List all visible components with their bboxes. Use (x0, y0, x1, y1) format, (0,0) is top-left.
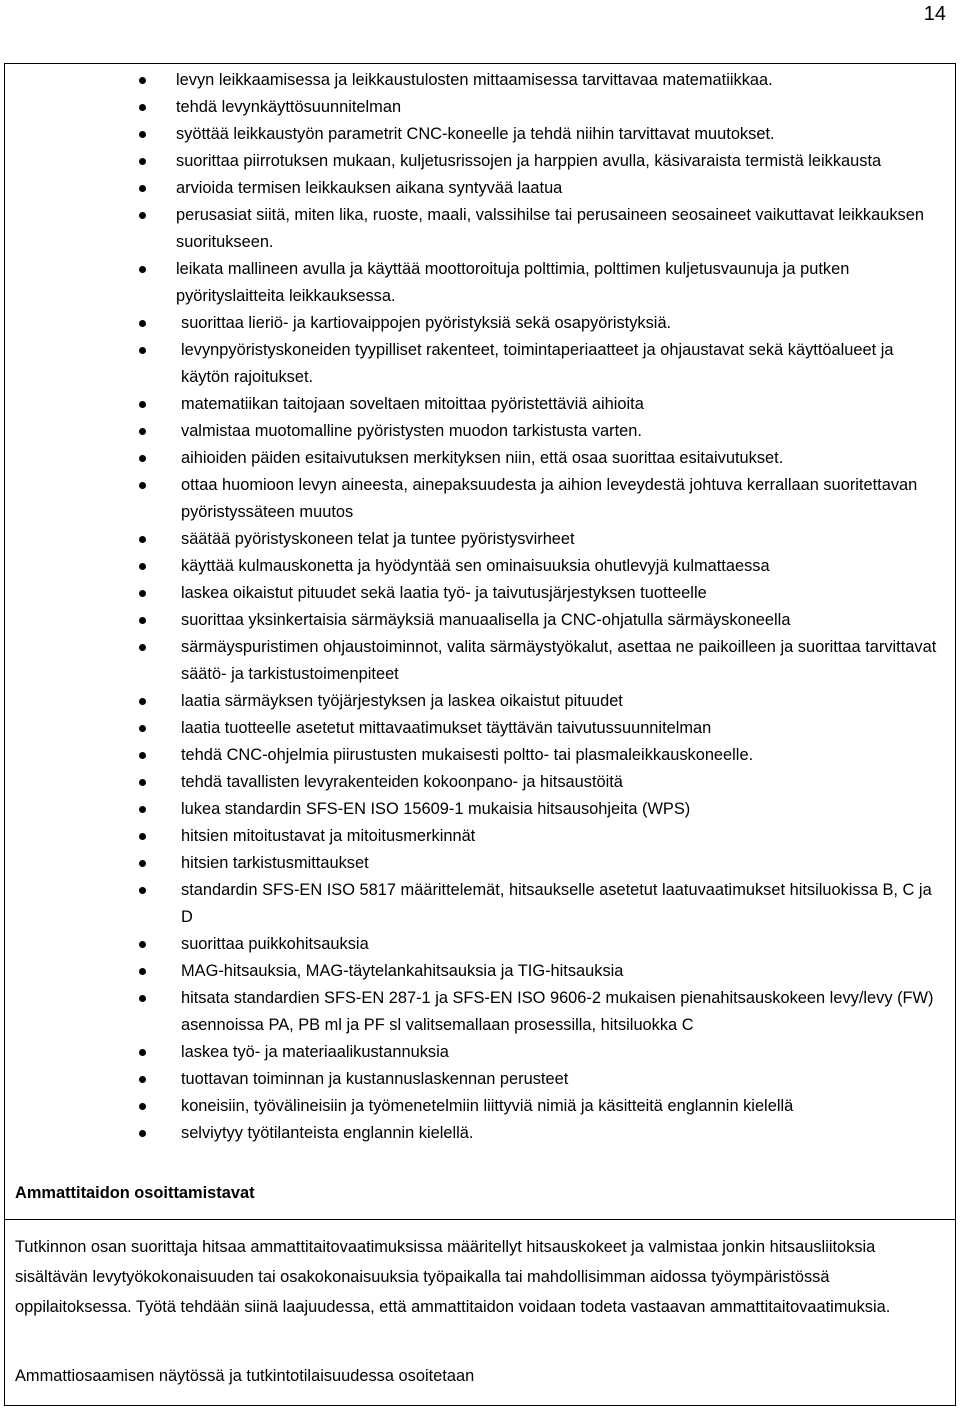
list-item (5, 202, 955, 256)
list-item-text: tuottavan toiminnan ja kustannuslaskennan perusteet (181, 1070, 569, 1088)
list-item-text: matematiikan taitojaan soveltaen mitoittaa pyöristettäviä aihioita (181, 395, 644, 413)
list-item-text: hitsata standardien SFS-EN 287-1 ja SFS-EN ISO 9606-2 mukaisen pienahitsauskokeen levy/levy (FW) asennoissa PA, PB ml ja PF sl valitsemallaan prosessilla, hitsiluokka C (181, 989, 934, 1034)
list-item-text: levyn leikkaamisessa ja leikkaustulosten mittaamisessa tarvittavaa matematiikkaa. (176, 71, 773, 89)
bullet-icon (139, 347, 146, 354)
list-item (5, 742, 955, 769)
list-item (5, 580, 955, 607)
list-item-text: valmistaa muotomalline pyöristysten muodon tarkistusta varten. (181, 422, 642, 440)
bullet-icon (139, 1103, 146, 1110)
list-item (5, 850, 955, 877)
list-item (5, 472, 955, 526)
bullet-icon (139, 158, 146, 165)
bullet-icon (139, 428, 146, 435)
list-item-text: arvioida termisen leikkauksen aikana syntyvää laatua (176, 179, 563, 197)
list-item-text: suorittaa lieriö- ja kartiovaippojen pyöristyksiä sekä osapyöristyksiä. (181, 314, 672, 332)
bullet-icon (139, 185, 146, 192)
list-item (5, 769, 955, 796)
list-item-text: laatia tuotteelle asetetut mittavaatimukset täyttävän taivutussuunnitelman (181, 719, 712, 737)
assessment-footer: Ammattiosaamisen näytössä ja tutkintotilaisuudessa osoitetaan (15, 1367, 475, 1385)
list-item-text: leikata mallineen avulla ja käyttää moottoroituja polttimia, polttimen kuljetusvaunuja ja putken pyörityslaitteita leikkauksessa. (176, 260, 850, 305)
list-item (5, 391, 955, 418)
bullet-icon (139, 860, 146, 867)
bullet-icon (139, 1076, 146, 1083)
list-item (5, 796, 955, 823)
bullet-icon (139, 563, 146, 570)
list-item-text: tehdä tavallisten levyrakenteiden kokoonpano- ja hitsaustöitä (181, 773, 623, 791)
list-item-text: säätää pyöristyskoneen telat ja tuntee pyöristysvirheet (181, 530, 575, 548)
bullet-icon (139, 779, 146, 786)
list-item-text: standardin SFS-EN ISO 5817 määrittelemät, hitsaukselle asetetut laatuvaatimukset hitsiluokissa B, C ja D (181, 881, 932, 926)
bullet-icon (139, 968, 146, 975)
bullet-icon (139, 77, 146, 84)
list-item (5, 1039, 955, 1066)
list-item-text: perusasiat siitä, miten lika, ruoste, maali, valssihilse tai perusaineen seosaineet vaikuttavat leikkauksen suoritukseen. (176, 206, 924, 251)
list-item-text: koneisiin, työvälineisiin ja työmenetelmiin liittyviä nimiä ja käsitteitä englannin kielellä (181, 1097, 794, 1115)
list-item-text: suorittaa puikkohitsauksia (181, 935, 369, 953)
list-item (5, 877, 955, 931)
list-item (5, 1093, 955, 1120)
list-item-text: hitsien mitoitustavat ja mitoitusmerkinnät (181, 827, 476, 845)
list-item (5, 418, 955, 445)
bullet-icon (139, 1049, 146, 1056)
list-item-text: särmäyspuristimen ohjaustoiminnot, valita särmäystyökalut, asettaa ne paikoilleen ja suorittaa tarvittavat säätö- ja tarkistustoimenpiteet (181, 638, 937, 683)
list-item-text: suorittaa piirrotuksen mukaan, kuljetusrissojen ja harppien avulla, käsivaraista termistä leikkausta (176, 152, 882, 170)
bullet-icon (139, 482, 146, 489)
list-item (5, 823, 955, 850)
bullet-icon (139, 617, 146, 624)
bullet-icon (139, 725, 146, 732)
list-item-text: levynpyöristyskoneiden tyypilliset rakenteet, toimintaperiaatteet ja ohjaustavat sekä käyttöalueet ja käytön rajoitukset. (181, 341, 894, 386)
list-item (5, 148, 955, 175)
bullet-icon (139, 887, 146, 894)
bullet-icon (139, 266, 146, 273)
list-item (5, 256, 955, 310)
list-item (5, 715, 955, 742)
list-item (5, 94, 955, 121)
bullet-icon (139, 536, 146, 543)
list-item (5, 67, 955, 94)
list-item (5, 1120, 955, 1147)
list-item-text: syöttää leikkaustyön parametrit CNC-koneelle ja tehdä niihin tarvittavat muutokset. (176, 125, 775, 143)
content-table (4, 63, 956, 1406)
list-item-text: tehdä CNC-ohjelmia piirustusten mukaisesti poltto- tai plasmaleikkauskoneelle. (181, 746, 754, 764)
list-item (5, 634, 955, 688)
list-item-text: suorittaa yksinkertaisia särmäyksiä manuaalisella ja CNC-ohjatulla särmäyskoneella (181, 611, 791, 629)
bullet-icon (139, 941, 146, 948)
bullet-icon (139, 455, 146, 462)
bullet-icon (139, 401, 146, 408)
bullet-icon (139, 698, 146, 705)
list-item (5, 526, 955, 553)
list-item-text: käyttää kulmauskonetta ja hyödyntää sen ominaisuuksia ohutlevyjä kulmattaessa (181, 557, 770, 575)
list-item-text: laskea oikaistut pituudet sekä laatia työ- ja taivutusjärjestyksen tuotteelle (181, 584, 707, 602)
list-item-text: MAG-hitsauksia, MAG-täytelankahitsauksia ja TIG-hitsauksia (181, 962, 624, 980)
list-item-text: selviytyy työtilanteista englannin kielellä. (181, 1124, 474, 1142)
list-item-text: aihioiden päiden esitaivutuksen merkityksen niin, että osaa suorittaa esitaivutukset. (181, 449, 784, 467)
list-item-text: ottaa huomioon levyn aineesta, ainepaksuudesta ja aihion leveydestä johtuva kerrallaan suoritettavan pyöristyssäteen muutos (181, 476, 918, 521)
list-item-text: tehdä levynkäyttösuunnitelman (176, 98, 402, 116)
page-number: 14 (923, 3, 946, 25)
list-item (5, 1066, 955, 1093)
bullet-icon (139, 833, 146, 840)
bullet-icon (139, 1130, 146, 1137)
list-item (5, 337, 955, 391)
bullet-icon (139, 806, 146, 813)
list-item-text: laskea työ- ja materiaalikustannuksia (181, 1043, 449, 1061)
list-item (5, 985, 955, 1039)
bullet-icon (139, 590, 146, 597)
list-item (5, 310, 955, 337)
list-item (5, 175, 955, 202)
list-item (5, 688, 955, 715)
list-item (5, 607, 955, 634)
bullet-icon (139, 212, 146, 219)
skills-list (5, 67, 955, 1147)
bullet-icon (139, 644, 146, 651)
list-item (5, 121, 955, 148)
skills-row (5, 64, 955, 1220)
list-item-text: hitsien tarkistusmittaukset (181, 854, 369, 872)
bullet-icon (139, 104, 146, 111)
assessment-heading: Ammattitaidon osoittamistavat (15, 1184, 255, 1202)
bullet-icon (139, 131, 146, 138)
list-item (5, 445, 955, 472)
list-item (5, 553, 955, 580)
bullet-icon (139, 320, 146, 327)
list-item-text: lukea standardin SFS-EN ISO 15609-1 mukaisia hitsausohjeita (WPS) (181, 800, 691, 818)
list-item-text: laatia särmäyksen työjärjestyksen ja laskea oikaistut pituudet (181, 692, 623, 710)
bullet-icon (139, 995, 146, 1002)
assessment-text: Tutkinnon osan suorittaja hitsaa ammattitaitovaatimuksissa määritellyt hitsauskokeet ja valmistaa jonkin hitsausliitoksia sisältävän levytyökokonaisuuden tai osakokonaisuuksia työpaikalla tai mahdollisimman aidossa työympäristössä oppilaitoksessa. Työtä tehdään siinä laajuudessa, että ammattitaidon voidaan todeta vastaavan ammattitaitovaatimuksia. (15, 1238, 891, 1316)
list-item (5, 958, 955, 985)
bullet-icon (139, 752, 146, 759)
list-item (5, 931, 955, 958)
